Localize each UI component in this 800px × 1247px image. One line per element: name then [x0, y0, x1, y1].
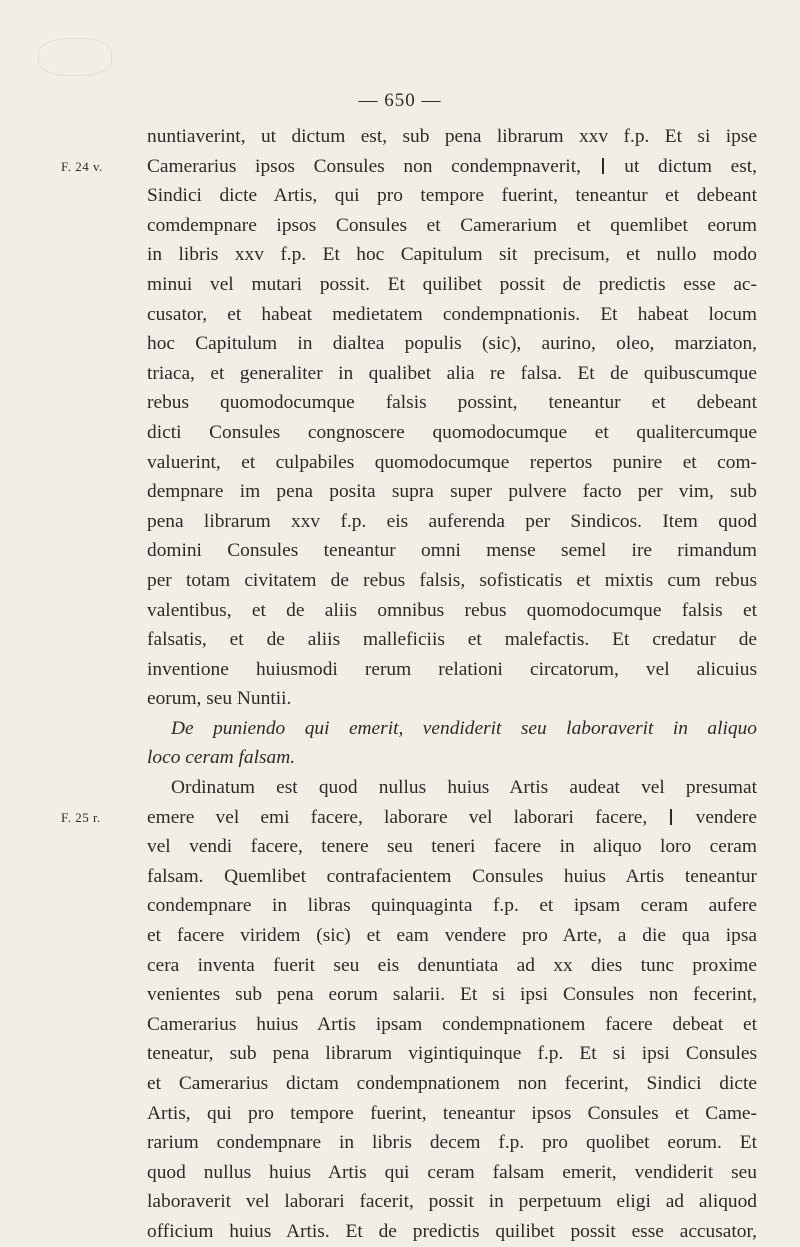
text-line — [147, 270, 757, 300]
line-text: condempnare in libras quinquaginta f.p. et ipsam ceram aufere — [147, 895, 757, 917]
line-text: Camerarius huius Artis ipsam condempnationem facere debeat et — [147, 1013, 757, 1035]
text-line — [147, 684, 757, 714]
text-line — [147, 951, 757, 981]
section-heading-line — [147, 714, 757, 744]
line-text: pena librarum xxv f.p. eis auferenda per Sindicos. Item quod — [147, 510, 757, 532]
line-text: in libris xxv f.p. Et hoc Capitulum sit precisum, et nullo modo — [147, 244, 757, 266]
line-text: loco ceram falsam. — [147, 747, 296, 769]
text-line — [147, 980, 757, 1010]
line-text: minui vel mutari possit. Et quilibet possit de predictis esse ac- — [147, 273, 757, 295]
text-line — [147, 418, 757, 448]
line-text: officium huius Artis. Et de predictis quilibet possit esse accusator, — [147, 1220, 757, 1242]
line-text: Sindici dicte Artis, qui pro tempore fuerint, teneantur et debeant — [147, 185, 757, 207]
line-text: laboraverit vel laborari facerit, possit in perpetuum eligi ad aliquod — [147, 1191, 757, 1213]
text-line — [147, 655, 757, 685]
line-text: comdempnare ipsos Consules et Camerarium et quemlibet eorum — [147, 214, 757, 236]
line-text: Artis, qui pro tempore fuerint, teneantur ipsos Consules et Came- — [147, 1102, 757, 1124]
text-line — [147, 1039, 757, 1069]
text-line — [147, 507, 757, 537]
text-line — [147, 536, 757, 566]
text-line — [147, 566, 757, 596]
section-heading-line — [147, 743, 757, 773]
text-line — [147, 1217, 757, 1247]
text-line — [147, 329, 757, 359]
line-text: triaca, et generaliter in qualibet alia re falsa. Et de quibuscumque — [147, 362, 757, 384]
text-line — [147, 122, 757, 152]
line-text: rebus quomodocumque falsis possint, teneantur et debeant — [147, 392, 757, 414]
text-line — [61, 152, 757, 182]
text-line — [147, 359, 757, 389]
line-text: dicti Consules congnoscere quomodocumque et qualitercumque — [147, 421, 757, 443]
line-text: hoc Capitulum in dialtea populis (sic), aurino, oleo, marziaton, — [147, 333, 757, 355]
line-text: valuerint, et culpabiles quomodocumque repertos punire et com- — [147, 451, 757, 473]
line-text: et facere viridem (sic) et eam vendere pro Arte, a die qua ipsa — [147, 925, 757, 947]
text-line — [147, 1099, 757, 1129]
text-line — [147, 477, 757, 507]
line-text: emere vel emi facere, laborare vel laborari facere, — [147, 806, 669, 828]
text-line — [147, 388, 757, 418]
text-line — [147, 240, 757, 270]
text-line — [147, 448, 757, 478]
text-line — [147, 1069, 757, 1099]
line-text: et Camerarius dictam condempnationem non fecerint, Sindici dicte — [147, 1073, 757, 1094]
line-text: teneatur, sub pena librarum vigintiquinque f.p. Et si ipsi Consules — [147, 1043, 757, 1065]
text-line — [147, 1128, 757, 1158]
text-line — [147, 211, 757, 241]
line-text: nuntiaverint, ut dictum est, sub pena librarum xxv f.p. Et si ipse — [147, 126, 757, 147]
text-line — [61, 803, 757, 833]
text-line — [147, 1010, 757, 1040]
text-line — [147, 181, 757, 211]
line-text: eorum, seu Nuntii. — [147, 688, 292, 710]
line-text: falsam. Quemlibet contrafacientem Consules huius Artis teneantur — [147, 865, 757, 887]
text-line — [147, 596, 757, 626]
line-text: valentibus, et de aliis omnibus rebus quomodocumque falsis et — [147, 599, 757, 621]
line-text: cusator, et habeat medietatem condempnationis. Et habeat locum — [147, 303, 757, 325]
text-line — [147, 832, 757, 862]
line-text: cera inventa fuerit seu eis denuntiata ad xx dies tunc proxime — [147, 954, 757, 976]
text-line — [147, 1158, 757, 1188]
line-text: quod nullus huius Artis qui ceram falsam emerit, vendiderit seu — [147, 1161, 757, 1183]
folio-break-mark — [602, 158, 604, 174]
line-text-continued: vendere — [674, 806, 757, 828]
line-text-continued: ut dictum est, — [605, 155, 757, 177]
folio-break-mark — [670, 809, 672, 825]
body-text — [61, 122, 757, 1247]
folio-margin-note: F. 25 r. — [61, 809, 101, 825]
text-line — [147, 921, 757, 951]
line-text: inventione huiusmodi rerum relationi circatorum, vel alicuius — [147, 658, 757, 680]
line-text: rarium condempnare in libris decem f.p. pro quolibet eorum. Et — [147, 1132, 757, 1154]
page-number: — 650 — — [358, 90, 442, 111]
line-text: Camerarius ipsos Consules non condempnaverit, — [147, 155, 600, 177]
text-line — [147, 625, 757, 655]
line-text: vel vendi facere, tenere seu teneri facere in aliquo loro ceram — [147, 836, 757, 858]
line-text: per totam civitatem de rebus falsis, sofisticatis et mixtis cum rebus — [147, 569, 757, 591]
line-text: venientes sub pena eorum salarii. Et si ipsi Consules non fecerint, — [147, 984, 757, 1006]
text-line — [147, 300, 757, 330]
folio-margin-note: F. 24 v. — [61, 158, 103, 174]
text-line — [147, 862, 757, 892]
line-text: dempnare im pena posita supra super pulvere facto per vim, sub — [147, 481, 757, 503]
text-line — [147, 891, 757, 921]
faded-stamp — [38, 38, 112, 76]
line-text: Ordinatum est quod nullus huius Artis audeat vel presumat — [171, 777, 757, 799]
line-text: De puniendo qui emerit, vendiderit seu laboraverit in aliquo — [171, 717, 757, 739]
line-text: domini Consules teneantur omni mense semel ire rimandum — [147, 540, 757, 562]
text-line — [147, 1187, 757, 1217]
text-line — [147, 773, 757, 803]
line-text: falsatis, et de aliis malleficiis et malefactis. Et credatur de — [147, 629, 757, 651]
